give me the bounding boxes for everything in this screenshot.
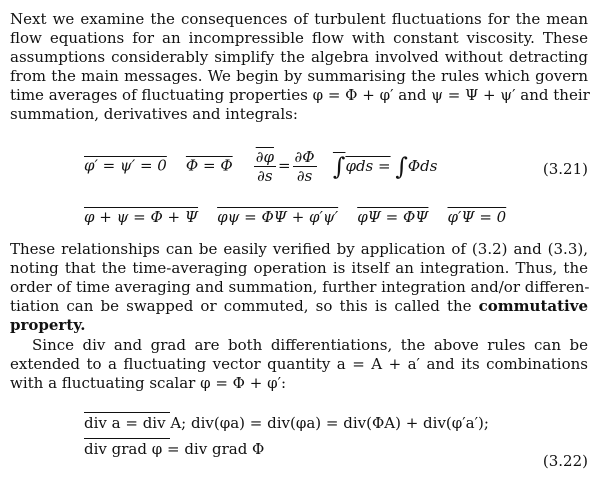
eq-3-22-line2: div grad φ = div grad Φ bbox=[84, 440, 265, 458]
overbar bbox=[84, 438, 170, 439]
text-line: from the main messages. We begin by summarising the rules which govern bbox=[10, 67, 588, 85]
text-line: Next we examine the consequences of turbulent fluctuations for the mean bbox=[10, 10, 588, 28]
text-line: noting that the time-averaging operation is itself an integration. Thus, the bbox=[10, 259, 588, 277]
equation-number: (3.21) bbox=[542, 160, 588, 178]
eq-sum-mean: φ + ψ = Φ + Ψ bbox=[84, 208, 199, 226]
eq-integral-lhs: ∫φds = bbox=[332, 152, 391, 180]
text-line: property. bbox=[10, 316, 86, 334]
intro-paragraph bbox=[10, 10, 588, 124]
text-line: assumptions considerably simplify the algebra involved without detracting bbox=[10, 48, 588, 66]
integral-sign: ∫ bbox=[395, 152, 408, 180]
text-line: Since div and grad are both differentiations, the above rules can be bbox=[32, 336, 588, 354]
eq-zero-mean: φ′ = ψ′ = 0 bbox=[84, 156, 167, 175]
eq-3-21-row2 bbox=[84, 208, 506, 227]
text-line: time averages of fluctuating properties φ = Φ + φ′ and ψ = Ψ + ψ′ and their bbox=[10, 86, 590, 104]
fraction-numerator: ∂Φ bbox=[294, 148, 315, 166]
fraction-denominator: ∂s bbox=[257, 167, 273, 185]
text-line: extended to a fluctuating vector quantity a = A + a′ and its combinations bbox=[10, 355, 588, 373]
verification-paragraph bbox=[10, 240, 588, 335]
equation-number: (3.22) bbox=[542, 452, 588, 470]
eq-3-22-line1: div a = div A; div(φa) = div(φa) = div(ΦA) + div(φ′a′); bbox=[84, 414, 489, 432]
text-line: flow equations for an incompressible flow with constant viscosity. These bbox=[10, 29, 588, 47]
integral-sign: ∫ bbox=[332, 152, 346, 180]
text-line: summation, derivatives and integrals: bbox=[10, 105, 298, 123]
fraction-denominator: ∂s bbox=[296, 167, 313, 185]
text-line: order of time averaging and summation, further integration and/or differen- bbox=[10, 278, 590, 296]
text-line: tiation can be swapped or commuted, so this is called the commutative bbox=[10, 297, 588, 315]
vector-paragraph bbox=[10, 336, 588, 393]
text-line: with a fluctuating scalar φ = Φ + φ′: bbox=[10, 374, 287, 392]
eq-mixed-product: φΨ = ΦΨ bbox=[357, 208, 429, 226]
eq-derivative-rhs bbox=[293, 148, 317, 185]
fraction-numerator: ∂φ bbox=[255, 148, 274, 166]
eq-fluct-product: φ′Ψ = 0 bbox=[447, 208, 507, 226]
eq-product-mean: φψ = ΦΨ + φ′ψ′ bbox=[217, 208, 339, 226]
eq-3-21-row1: φ′ = ψ′ = 0 Φ = Φ $\frac{\partial\varphi}{\partial s}$ = $\frac{\partial\Phi}{\partial s}$ ∫φds = ∫Φds bbox=[84, 148, 438, 185]
overbar bbox=[84, 412, 170, 413]
text-line: These relationships can be easily verified by application of (3.2) and (3.3), bbox=[10, 240, 588, 258]
bold-term: commutative bbox=[478, 297, 588, 315]
eq-mean-of-mean: Φ = Φ bbox=[185, 156, 233, 175]
eq-integral-rhs: ∫Φds bbox=[395, 152, 438, 180]
eq-derivative-lhs bbox=[254, 148, 276, 185]
